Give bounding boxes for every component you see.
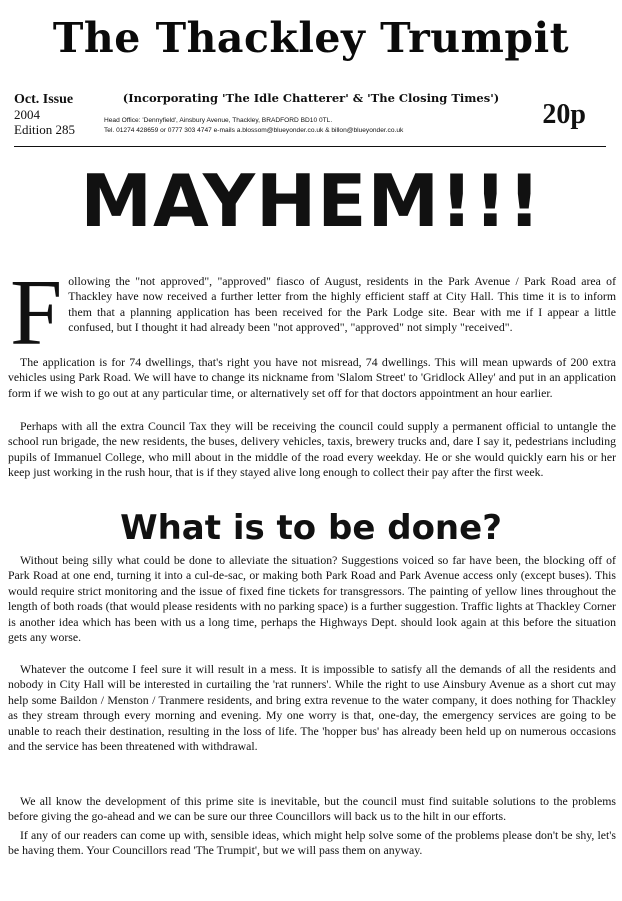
masthead-divider xyxy=(14,146,606,147)
article-paragraph-1 xyxy=(8,261,616,365)
article-paragraph-2: The application is for 74 dwellings, that's right you have not misread, 74 dwellings. This will mean upwards of 200 extra vehicles using Park Road. We will have to change its nickname from 'Slalom Street' to 'Gridlock Alley' and put in an application form if we wish to go out at any particular time, or alternatively set off for that doctors appointment an hour earlier. xyxy=(8,355,616,400)
issue-year: 2004 xyxy=(14,107,40,122)
section-headline: What is to be done? xyxy=(120,508,502,548)
section-paragraph-2: Whatever the outcome I feel sure it will result in a mess. It is impossible to satisfy all the demands of all the residents and nobody in City Hall will be interested in curtailing the 'rat runners'. While the right to use Ainsbury Avenue as a short cut may help some Baildon / Menston / Tranmere residents, and bring extra revenue to the water company, it does nothing for Thackley as they stream through every morning and evening. My one worry is that, one-day, the emergency services are going to be unable to reach their destination, resulting in the loss of life. The 'hopper bus' has already been held up on numerous occasions and the service has been threatened with withdrawal. xyxy=(8,662,616,754)
contact-details xyxy=(104,116,524,136)
article-paragraph-3: Perhaps with all the extra Council Tax they will be receiving the council could supply a permanent official to untangle the school run brigade, the new residents, the buses, delivery vehicles, taxis, brewery trucks and, dare I say it, pedestrians including pupils of Immanuel College, who mill about in the middle of the road every weekday. He or she would quickly earn his or her keep just working in the rush hour, that is if they stayed alive long enough to collect their pay after the first week. xyxy=(8,419,616,480)
issue-month: Oct. Issue xyxy=(14,92,74,107)
section-paragraph-4: If any of our readers can come up with, sensible ideas, which might help solve some of the problems please don't be shy, let's be having them. Your Councillors read 'The Trumpit', but we will pass them on anyway. xyxy=(8,828,616,858)
contact-phones-emails: Tel. 01274 428659 or 0777 303 4747 e-mails a.blossom@blueyonder.co.uk & billon@blueyonder.co.uk xyxy=(104,127,404,134)
newspaper-masthead-title: The Thackley Trumpit xyxy=(52,14,570,62)
drop-cap: F xyxy=(10,261,63,365)
main-headline: MAYHEM!!! xyxy=(80,159,542,243)
cover-price: 20p xyxy=(542,99,586,130)
head-office-address: Head Office: 'Dennyfield', Ainsbury Avenue, Thackley, BRADFORD BD10 0TL. xyxy=(104,117,333,124)
section-paragraph-1: Without being silly what could be done to alleviate the situation? Suggestions voiced so far have been, the blocking off of Park Road at one end, turning it into a cul-de-sac, or making both Park Road and Park Avenue access only (except buses). This would require strict monitoring and the issue of fixed fine tickets for transgressors. The painting of yellow lines throughout the length of both roads (that would please residents with no parking space) is a further suggestion. Traffic lights at Thackley Corner is another idea which has been with us a long time, perhaps the Highways Dept. should look again at this before the situation gets any worse. xyxy=(8,553,616,645)
article-paragraph-1-text: ollowing the "not approved", "approved" fiasco of August, residents in the Park Avenue / Park Road area of Thackley have now received a further letter from the highly efficient staff at City Hall. This time it is to inform them that a planning application has been received for the Park Lodge site. Bear with me if I appear a little confused, but I thought it had already been "not approved", "approved" not simply "received". xyxy=(68,274,616,335)
issue-edition: Edition 285 xyxy=(14,122,76,137)
incorporating-line: (Incorporating 'The Idle Chatterer' & 'The Closing Times') xyxy=(122,91,500,105)
section-paragraph-3: We all know the development of this prime site is inevitable, but the council must find suitable solutions to the problems before giving the go-ahead and we can be sure our three Councillors will back us to the hilt in our efforts. xyxy=(8,794,616,824)
